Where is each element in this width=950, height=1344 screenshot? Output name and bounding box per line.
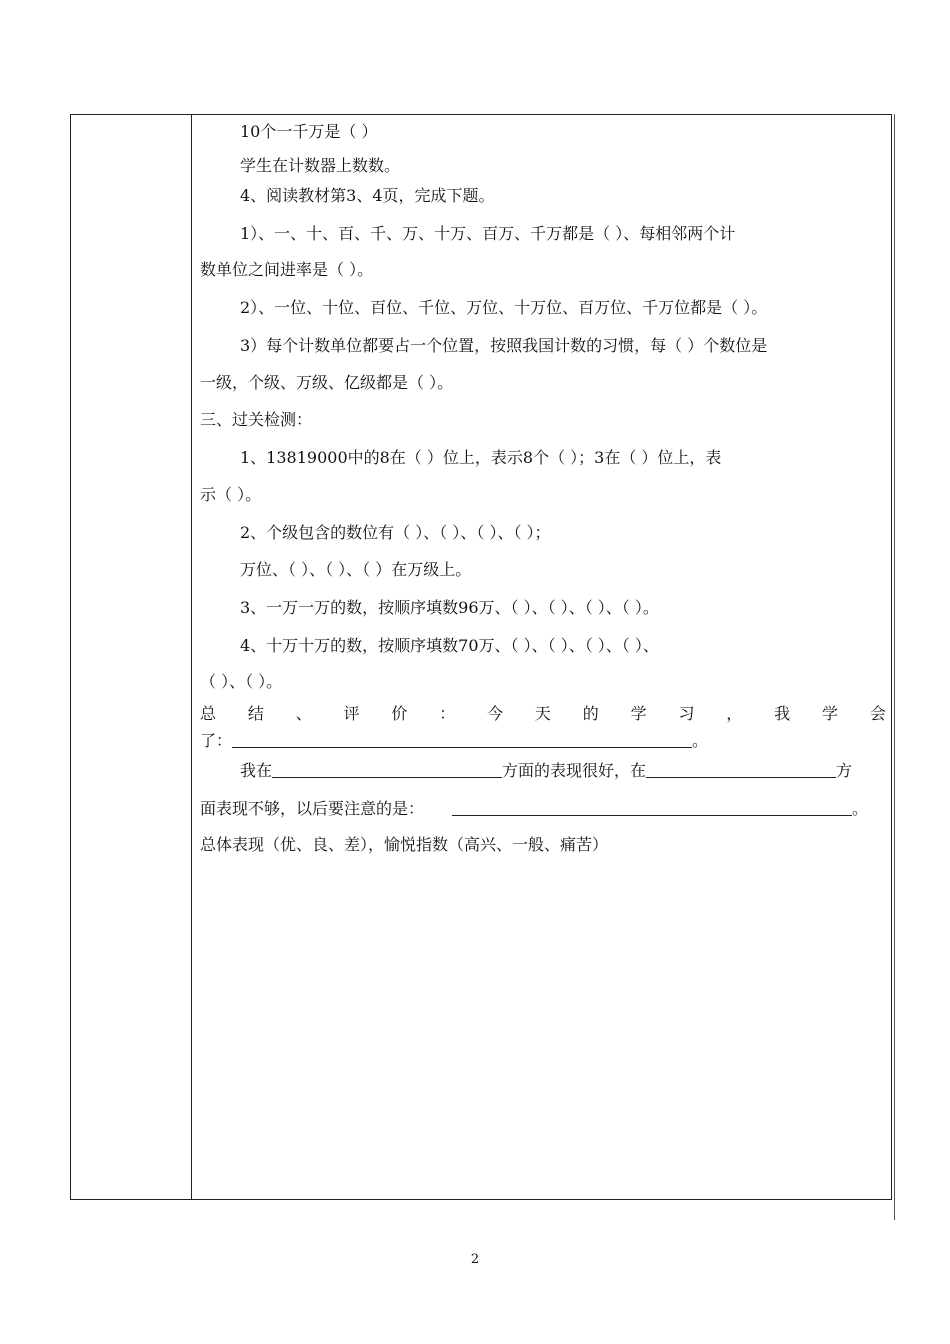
- text-line: 3、一万一万的数，按顺序填数96万、（ ）、（ ）、（ ）、（ ）。: [240, 598, 659, 617]
- learned-end: 。: [692, 731, 709, 750]
- text-line: 数单位之间进率是（ ）。: [200, 260, 374, 279]
- overall-rating-line: 总体表现（优、良、差），愉悦指数（高兴、一般、痛苦）: [200, 835, 609, 854]
- page-number: 2: [470, 1252, 480, 1267]
- section-heading: 三、过关检测：: [200, 410, 313, 429]
- summary-char: 我: [774, 704, 791, 723]
- summary-char: 的: [582, 704, 599, 723]
- summary-char: 天: [534, 704, 551, 723]
- text-line: 示（ ）。: [200, 485, 262, 504]
- improvement-line: [200, 799, 886, 819]
- column-divider: [191, 115, 192, 1199]
- improvement-blank[interactable]: [452, 800, 852, 816]
- summary-char: 学: [821, 704, 838, 723]
- improvement-end: 。: [852, 799, 869, 818]
- summary-char: 今: [487, 704, 504, 723]
- performance-mid: 方面的表现很好，在: [502, 761, 647, 780]
- summary-char: 学: [630, 704, 647, 723]
- improvement-prefix: 面表现不够，以后要注意的是：: [200, 799, 425, 818]
- performance-suffix: 方: [836, 761, 853, 780]
- performance-line: [200, 761, 886, 781]
- summary-char: 价: [391, 704, 408, 723]
- right-border-line: [894, 114, 895, 1220]
- text-line: （ ）、（ ）。: [200, 672, 283, 691]
- learned-label: 了：: [200, 731, 233, 750]
- text-line: 学生在计数器上数数。: [240, 156, 401, 175]
- summary-char: 、: [295, 704, 312, 723]
- performance-prefix: 我在: [240, 761, 273, 780]
- summary-char: 结: [247, 704, 264, 723]
- text-line: 1）、一、十、百、千、万、十万、百万、千万都是（ ）、每相邻两个计: [240, 224, 736, 243]
- summary-char: 会: [869, 704, 886, 723]
- summary-char: ，: [726, 704, 743, 723]
- learned-blank[interactable]: [232, 732, 692, 748]
- summary-char: 习: [678, 704, 695, 723]
- text-line: 4、十万十万的数，按顺序填数70万、（ ）、（ ）、（ ）、（ ）、: [240, 636, 659, 655]
- text-line: 万位、（ ）、（ ）、（ ）在万级上。: [240, 560, 472, 579]
- weak-aspect-blank[interactable]: [646, 762, 836, 778]
- learned-line: [200, 731, 886, 751]
- summary-char: 总: [200, 704, 217, 723]
- good-aspect-blank[interactable]: [272, 762, 502, 778]
- text-line: 4、阅读教材第3、4页，完成下题。: [240, 186, 495, 205]
- text-line: 3）每个计数单位都要占一个位置，按照我国计数的习惯，每（ ）个数位是: [240, 336, 768, 355]
- text-line: 2、个级包含的数位有（ ）、（ ）、（ ）、（ ）；: [240, 523, 551, 542]
- text-line: 10个一千万是（ ）: [240, 122, 378, 141]
- text-line: 一级，个级、万级、亿级都是（ ）。: [200, 373, 454, 392]
- summary-char: ：: [439, 704, 456, 723]
- text-line: 2）、一位、十位、百位、千位、万位、十万位、百万位、千万位都是（ ）。: [240, 298, 768, 317]
- summary-line: [200, 704, 886, 724]
- summary-char: 评: [343, 704, 360, 723]
- text-line: 1、13819000中的8在（ ）位上，表示8个（ ）；3在（ ）位上，表: [240, 448, 722, 467]
